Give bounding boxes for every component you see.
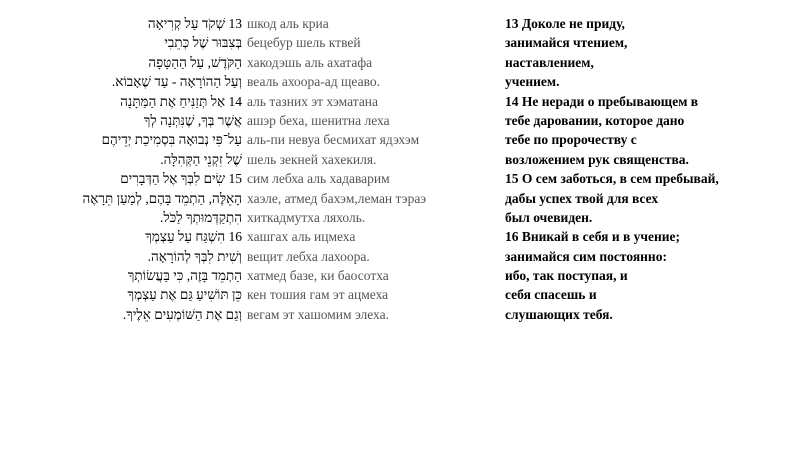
hebrew-line: הָאֵלֶּה, הַתְמֵד בָּהֶם, לְמַעַן תֵּרָאֶה (82, 190, 242, 206)
transliteration-line: сим лебха аль хадаварим (247, 171, 390, 187)
transliteration-line: хиткадмутха ляхоль. (247, 209, 366, 225)
russian-line: ибо, так поступая, и (505, 268, 628, 284)
transliteration-line: хакодэшь аль ахатафа (247, 54, 373, 70)
hebrew-line: 16 הִשְׁגַּח עַל עַצְמְךָ (145, 229, 242, 245)
hebrew-text-column (12, 14, 242, 324)
transliteration-line: хатмед базе, ки баосотха (247, 268, 389, 284)
hebrew-line: שֶׁל זִקְנֵי הַקְּהִלָּה. (160, 151, 242, 167)
russian-line: занимайся сим постоянно: (505, 248, 667, 264)
russian-line: 15 О сем заботься, в сем пребывай, (505, 171, 719, 187)
russian-line: дабы успех твой для всех (505, 190, 659, 206)
russian-line: был очевиден. (505, 209, 593, 225)
hebrew-line: וְעַל הַהוֹרָאָה - עַד שֶׁאָבוֹא. (111, 74, 242, 90)
russian-line: слушающих тебя. (505, 306, 613, 322)
russian-line: тебе по пророчеству с (505, 132, 637, 148)
russian-line: возложением рук священства. (505, 151, 689, 167)
russian-line: наставлением, (505, 54, 594, 70)
transliteration-line: шель зекней хахекиля. (247, 151, 377, 167)
russian-line: тебе даровании, которое дано (505, 112, 685, 128)
russian-text-column (505, 14, 795, 324)
transliteration-line: аль-пи невуа бесмихат ядэхэм (247, 132, 420, 148)
russian-line: 14 Не неради о пребывающем в (505, 93, 699, 109)
hebrew-line: וְגַם אֶת הַשּׁוֹמְעִים אֵלֶיךָ. (122, 306, 242, 322)
hebrew-line: בְּצִבּוּר שֶׁל כְּתֵבִי (164, 35, 242, 51)
transliteration-line: аль тазних эт хэматана (247, 93, 379, 109)
hebrew-line: 13 שְׁקֹד עַל קְרִיאָה (147, 16, 242, 31)
hebrew-line: הַתְמֵד בָּזֶה, כִּי בַּעֲשׂוֹתְךָ (127, 268, 242, 284)
transliteration-line: вещит лебха лахоора. (247, 248, 370, 264)
hebrew-line: וְשִׁית לִבְּךָ לְהוֹרָאָה. (147, 248, 242, 264)
transliteration-line: кен тошия гам эт ацмеха (247, 287, 389, 303)
hebrew-line: עַל־פִּי נְבוּאָה בִּסְמִיכַת יְדֵיהֶם (101, 132, 242, 148)
transliteration-line: вегам эт хашомим элеха. (247, 306, 389, 322)
hebrew-line: הַקֹּדֶשׁ, עַל הַהַטָּפָה (148, 54, 242, 70)
hebrew-line: אֲשֶׁר בְּךָ, שֶׁנִּתְּנָה לְךָ (143, 112, 242, 128)
transliteration-line: хаэле, атмед бахэм,леман тэраэ (247, 190, 427, 206)
transliteration-column (247, 14, 487, 324)
russian-line: себя спасешь и (505, 287, 597, 303)
hebrew-line: 14 אַל תְּזַנִּיחַ אֶת הַמַּתָּנָה (120, 93, 242, 109)
transliteration-line: шкод аль криа (247, 16, 329, 31)
russian-line: 16 Вникай в себя и в учение; (505, 229, 681, 245)
russian-line: занимайся чтением, (505, 35, 628, 51)
hebrew-line: הִתְקַדְּמוּתְךָ לַכֹּל. (159, 209, 242, 225)
transliteration-line: веаль ахоора-ад щеаво. (247, 74, 380, 90)
transliteration-line: хашгах аль ицмеха (247, 229, 356, 245)
hebrew-line: 15 שִׂים לִבְּךָ אֶל הַדְּבָרִים (120, 171, 242, 187)
russian-line: учением. (505, 74, 560, 90)
hebrew-line: כֵּן תּוֹשִׁיעַ גַּם אֶת עַצְמְךָ (127, 287, 242, 303)
transliteration-line: бецебур шель ктвей (247, 35, 361, 51)
transliteration-line: ашэр беха, шенитна леха (247, 112, 390, 128)
russian-line: 13 Доколе не приду, (505, 16, 625, 31)
